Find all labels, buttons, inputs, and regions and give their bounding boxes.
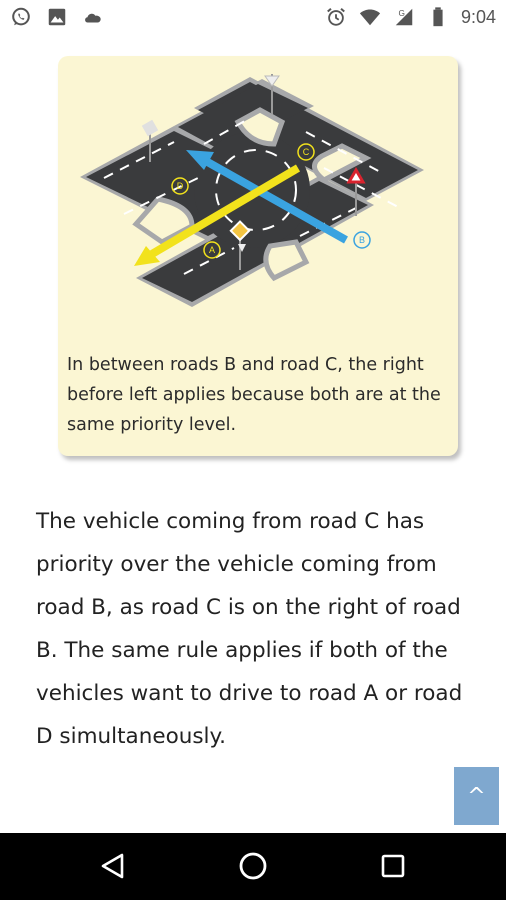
chevron-up-icon: ^ — [467, 783, 486, 809]
battery-icon — [427, 6, 449, 28]
back-icon[interactable] — [96, 849, 130, 883]
status-bar — [0, 0, 506, 36]
cloud-icon — [82, 6, 104, 28]
road-label-a: A — [208, 245, 216, 255]
article-paragraph: The vehicle coming from road C has priority over the vehicle coming from road B, as road C is on the right of road B. The same rule applies if both of the vehicles want to drive to road A or road D simultaneously. — [36, 509, 463, 749]
signal-icon — [393, 6, 415, 28]
home-icon[interactable] — [236, 849, 270, 883]
network-type-label: G — [398, 9, 405, 19]
whatsapp-icon — [10, 6, 32, 28]
navigation-bar — [0, 833, 506, 900]
intersection-diagram — [74, 74, 442, 324]
status-bar-right — [325, 6, 496, 28]
wifi-icon — [359, 6, 381, 28]
figure-card — [58, 56, 458, 456]
recents-icon[interactable] — [376, 849, 410, 883]
road-label-c: C — [302, 147, 310, 157]
status-bar-left — [10, 6, 104, 28]
figure-caption: In between roads B and road C, the right before left applies because both are at the same priority level. — [67, 355, 441, 435]
road-label-b: B — [358, 235, 366, 245]
scroll-to-top-button[interactable] — [454, 767, 499, 825]
road-label-d: D — [176, 181, 184, 191]
alarm-icon — [325, 6, 347, 28]
status-time: 9:04 — [460, 7, 496, 27]
image-icon — [46, 6, 68, 28]
